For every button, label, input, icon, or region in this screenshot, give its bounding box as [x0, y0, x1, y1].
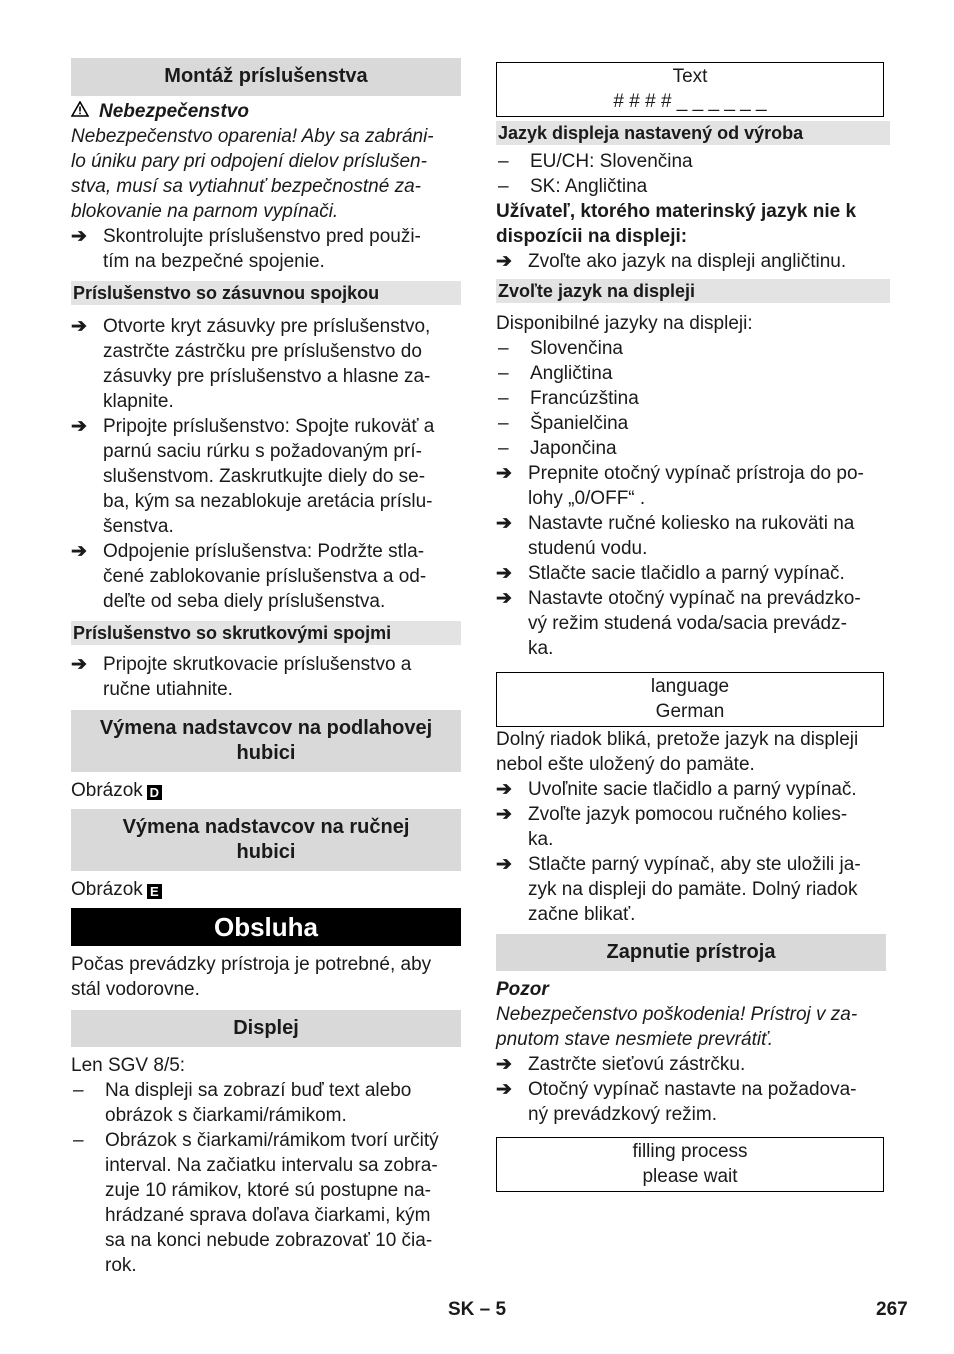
list-item: ➔ Zvoľte jazyk pomocou ručného kolies- ka.: [496, 804, 848, 850]
section-heading-zapnutie: Zapnutie prístroja: [496, 934, 886, 971]
section-heading-displej: Displej: [71, 1010, 461, 1047]
list-item: ➔ Zvoľte ako jazyk na displeji angličtinu.: [496, 251, 847, 272]
figure-letter-d: D: [147, 785, 162, 800]
list-item: – Na displeji sa zobrazí buď text alebo obrázok s čiarkami/rámikom.: [73, 1080, 412, 1126]
list-item: – Angličtina: [498, 363, 613, 384]
caution-label: Pozor: [496, 979, 549, 1000]
caution-text: Nebezpečenstvo poškodenia! Prístroj v za- pnutom stave nesmiete prevrátiť.: [496, 1004, 858, 1050]
danger-text: Nebezpečenstvo oparenia! Aby sa zabráni- lo úniku pary pri odpojení dielov príslušen- stva, musí sa vytiahnuť bezpečnostné za- blokovanie na parnom vypínači.: [71, 126, 434, 222]
arrow-icon: ➔: [496, 1054, 512, 1075]
list-item: – Španielčina: [498, 413, 629, 434]
subheading-screw-coupling: Príslušenstvo so skrutkovými spojmi: [71, 621, 461, 645]
list-item: ➔ Skontrolujte príslušenstvo pred použi- tím na bezpečné spojenie.: [71, 226, 421, 272]
list-item: ➔ Otvorte kryt zásuvky pre príslušenstvo, zastrčte zástrčku pre príslušenstvo do zásuvky pre príslušenstvo a hlasne za- klapnite.: [71, 316, 431, 412]
list-item: ➔ Stlačte parný vypínač, aby ste uložili ja- zyk na displeji do pamäte. Dolný riadok začne blikať.: [496, 854, 861, 925]
figure-reference-d: Obrázok D: [71, 778, 461, 803]
user-note: Užívateľ, ktorého materinský jazyk nie k dispozícii na displeji:: [496, 201, 857, 247]
arrow-icon: ➔: [71, 316, 87, 337]
operation-text: Počas prevádzky prístroja je potrebné, aby stál vodorovne.: [71, 954, 432, 1000]
arrow-icon: ➔: [496, 513, 512, 534]
warning-triangle-icon: [71, 99, 87, 124]
list-item: – Slovenčina: [498, 338, 623, 359]
figure-letter-e: E: [147, 884, 162, 899]
arrow-icon: ➔: [496, 251, 512, 272]
display-box-text: Text # # # # _ _ _ _ _ _: [496, 62, 884, 117]
subheading-factory-language: Jazyk displeja nastavený od výroba: [496, 121, 890, 145]
right-column: [496, 62, 884, 1192]
arrow-icon: ➔: [496, 854, 512, 875]
list-item: ➔ Odpojenie príslušenstva: Podržte stla- čené zablokovanie príslušenstva a od- deľte od seba diely príslušenstva.: [71, 541, 427, 612]
arrow-icon: ➔: [496, 563, 512, 584]
arrow-icon: ➔: [496, 779, 512, 800]
available-languages: Disponibilné jazyky na displeji:: [496, 313, 753, 334]
subheading-choose-language: Zvoľte jazyk na displeji: [496, 279, 890, 303]
list-item: ➔ Nastavte otočný vypínač na prevádzko- vý režim studená voda/sacia prevádz- ka.: [496, 588, 861, 659]
list-item: ➔ Zastrčte sieťovú zástrčku.: [496, 1054, 746, 1075]
page-number: 267: [876, 1299, 908, 1320]
blink-note: Dolný riadok bliká, pretože jazyk na displeji nebol ešte uložený do pamäte.: [496, 729, 859, 775]
sgv-note: Len SGV 8/5:: [71, 1055, 186, 1076]
list-item: ➔ Nastavte ručné koliesko na rukoväti na studenú vodu.: [496, 513, 855, 559]
figure-reference-e: Obrázok E: [71, 877, 461, 902]
chapter-heading-obsluha: Obsluha: [71, 908, 461, 946]
left-column: [71, 58, 461, 1278]
list-item: – Japončina: [498, 438, 617, 459]
arrow-icon: ➔: [71, 226, 87, 247]
arrow-icon: ➔: [496, 804, 512, 825]
list-item: – Francúzština: [498, 388, 639, 409]
arrow-icon: ➔: [496, 588, 512, 609]
arrow-icon: ➔: [496, 1079, 512, 1100]
danger-label: Nebezpečenstvo: [71, 99, 461, 124]
list-item: ➔ Stlačte sacie tlačidlo a parný vypínač.: [496, 563, 845, 584]
arrow-icon: ➔: [71, 541, 87, 562]
list-item: ➔ Uvoľnite sacie tlačidlo a parný vypínač.: [496, 779, 857, 800]
list-item: ➔ Prepnite otočný vypínač prístroja do po- lohy „0/OFF“ .: [496, 463, 864, 509]
arrow-icon: ➔: [496, 463, 512, 484]
display-box-language: language German: [496, 672, 884, 727]
list-item: ➔ Otočný vypínač nastavte na požadova- ný prevádzkový režim.: [496, 1079, 857, 1125]
section-heading-hand-nozzle: Výmena nadstavcov na ručnej hubici: [71, 809, 461, 871]
list-item: – EU/CH: Slovenčina: [498, 151, 693, 172]
section-heading-montaz: Montáž príslušenstva: [71, 58, 461, 96]
list-item: ➔ Pripojte skrutkovacie príslušenstvo a ručne utiahnite.: [71, 654, 412, 700]
list-item: ➔ Pripojte príslušenstvo: Spojte rukoväť a parnú saciu rúrku s požadovaným prí- slušenstvom. Zaskrutkujte diely do se- ba, kým sa nezablokuje aretácia príslu- šenstva.: [71, 416, 435, 537]
arrow-icon: ➔: [71, 654, 87, 675]
section-heading-floor-nozzle: Výmena nadstavcov na podlahovej hubici: [71, 710, 461, 772]
list-item: – Obrázok s čiarkami/rámikom tvorí určitý interval. Na začiatku intervalu sa zobra- zuje 10 rámikov, ktoré sú postupne na- hrádzané sprava doľava čiarkami, kým sa na konci nebude zobrazovať 10 čia- rok.: [73, 1130, 439, 1276]
page-label: SK – 5: [448, 1299, 507, 1320]
arrow-icon: ➔: [71, 416, 87, 437]
display-box-filling: filling process please wait: [496, 1137, 884, 1192]
list-item: – SK: Angličtina: [498, 176, 648, 197]
subheading-plug-coupling: Príslušenstvo so zásuvnou spojkou: [71, 281, 461, 305]
